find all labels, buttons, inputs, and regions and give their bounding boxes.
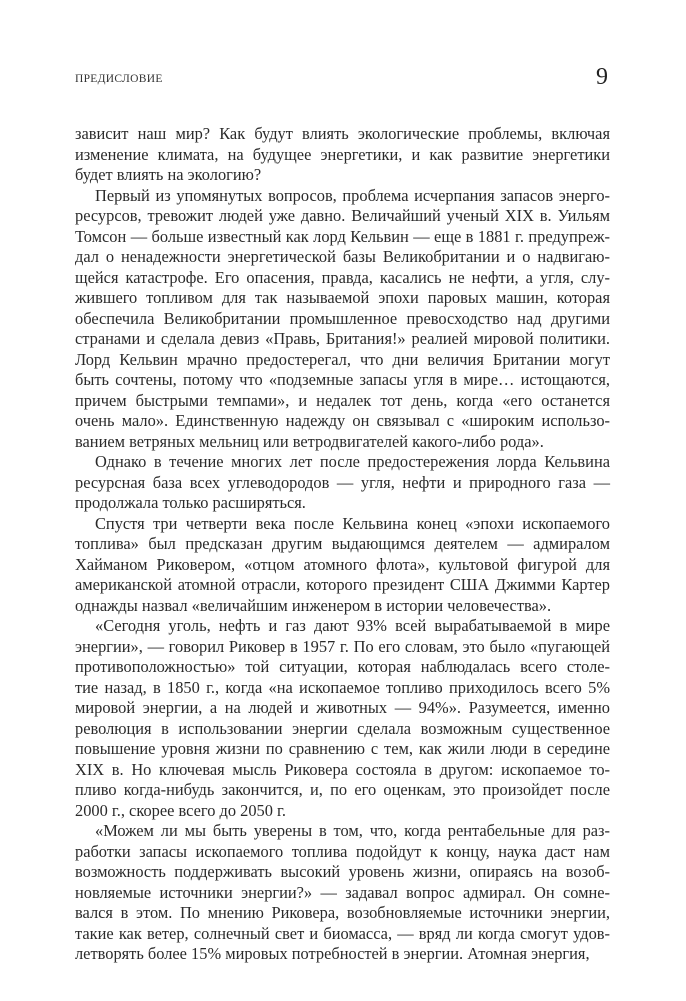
text-line: вался в этом. По мнению Риковера, возобновляемые источники энергии, (75, 903, 610, 922)
text-line: жившего топливом для так называемой эпохи паровых машин, которая (75, 288, 610, 307)
text-line: революция в использовании энергии сделала возможным существенное (75, 718, 610, 738)
text-line: Лорд Кельвин мрачно предостерегал, что дни величия Британии могут (75, 349, 610, 369)
paragraph (75, 616, 610, 821)
text-line: Спустя три четверти века после Кельвина конец «эпохи ископаемого (95, 513, 610, 533)
page-number: 9 (596, 64, 608, 90)
text-line: зависит наш мир? Как будут влиять экологические проблемы, включая (75, 124, 610, 143)
text-line: странами и сделала девиз «Правь, Британия!» реалией мировой политики. (75, 329, 610, 348)
text-line: щейся катастрофе. Его опасения, правда, касались не нефти, а угля, слу- (75, 267, 610, 287)
text-line: такие как ветер, солнечный свет и биомасса, — вряд ли когда смогут удов- (75, 923, 610, 943)
text-line: обеспечила Великобритании промышленное превосходство над другими (75, 308, 610, 328)
running-head: ПРЕДИСЛОВИЕ (75, 73, 163, 85)
text-line: Однако в течение многих лет после предостережения лорда Кельвина (95, 452, 610, 471)
paragraph (75, 186, 610, 453)
text-line: противоположностью» той ситуации, которая наблюдалась всего столе- (75, 657, 610, 676)
text-line: будет влиять на экологию? (75, 165, 262, 184)
text-line: летворять более 15% мировых потребностей в энергии. Атомная энергия, (75, 944, 590, 963)
paragraph (75, 821, 610, 965)
text-line: новляемые источники энергии?» — задавал вопрос адмирал. Он сомне- (75, 882, 610, 902)
text-line: продолжала только расширяться. (75, 493, 306, 512)
text-line: быть сочтены, потому что «подземные запасы угля в мире… истощаются, (75, 370, 610, 389)
text-line: однажды назвал «величайшим инженером в истории человечества». (75, 595, 552, 615)
text-line: изменение климата, на будущее энергетики, и как развитие энергетики (75, 144, 610, 164)
text-line: мировой энергии, а на людей и животных — 94%». Разумеется, именно (75, 698, 610, 717)
paragraph (75, 514, 610, 617)
paragraph (75, 452, 610, 514)
text-line: энергии», — говорил Риковер в 1957 г. По его словам, это было «пугающей (75, 636, 610, 656)
text-line: возможность поддерживать высокий уровень жизни, опираясь на возоб- (75, 862, 610, 881)
text-line: ванием ветряных мельниц или ветродвигателей какого-либо рода». (75, 431, 544, 451)
text-line: Томсон — больше известный как лорд Кельвин — еще в 1881 г. предупреж- (75, 226, 610, 246)
text-line: пливо когда-нибудь закончится, и, по его оценкам, это произойдет после (75, 780, 610, 799)
text-line: XIX в. Но ключевая мысль Риковера состояла в другом: ископаемое то- (75, 759, 610, 779)
text-line: повышение уровня жизни по сравнению с тем, как жили люди в середине (75, 739, 610, 758)
paragraph (75, 124, 610, 186)
body-text (75, 124, 610, 965)
text-line: Первый из упомянутых вопросов, проблема исчерпания запасов энерго- (95, 185, 610, 205)
text-line: американской атомной отрасли, которого президент США Джимми Картер (75, 575, 610, 594)
text-line: «Можем ли мы быть уверены в том, что, когда рентабельные для раз- (95, 821, 610, 840)
text-line: причем быстрыми темпами», и недалек тот день, когда «его останется (75, 390, 610, 410)
text-line: «Сегодня уголь, нефть и газ дают 93% всей вырабатываемой в мире (95, 616, 610, 635)
text-line: дал о ненадежности энергетической базы Великобритании и о надвигаю- (75, 247, 610, 266)
text-line: 2000 г., скорее всего до 2050 г. (75, 800, 286, 820)
text-line: ресурсная база всех углеводородов — угля, нефти и природного газа — (75, 472, 610, 492)
text-line: топлива» был предсказан другим выдающимся деятелем — адмиралом (75, 534, 610, 553)
text-line: Хайманом Риковером, «отцом атомного флота», культовой фигурой для (75, 554, 610, 574)
text-line: тие назад, в 1850 г., когда «на ископаемое топливо приходилось всего 5% (75, 677, 610, 697)
text-line: очень мало». Единственную надежду он связывал с «широким использо- (75, 411, 610, 430)
text-line: ресурсов, тревожит людей уже давно. Величайший ученый XIX в. Уильям (75, 206, 610, 225)
text-line: работки запасы ископаемого топлива подойдут к концу, наука даст нам (75, 841, 610, 861)
